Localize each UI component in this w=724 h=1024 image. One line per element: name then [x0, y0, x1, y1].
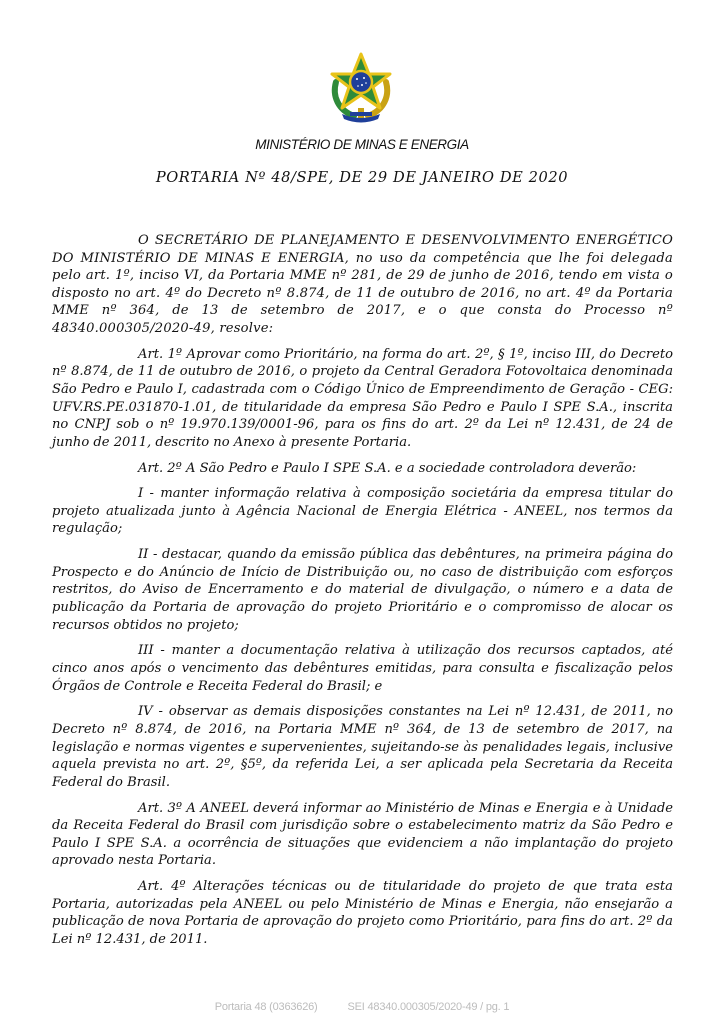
page-footer [0, 1001, 724, 1013]
item-i-paragraph: I - manter informação relativa à composição societária da empresa titular do projeto atualizada junto à Agência Nacional de Energia Elétrica - ANEEL, nos termos da regulação; [52, 486, 673, 537]
document-body [52, 232, 673, 957]
ministry-name: MINISTÉRIO DE MINAS E ENERGIA [255, 137, 469, 152]
article-2-paragraph: Art. 2º A São Pedro e Paulo I SPE S.A. e a sociedade controladora deverão: [138, 460, 637, 476]
article-4-paragraph: Art. 4º Alterações técnicas ou de titularidade do projeto de que trata esta Portaria, autorizadas pela ANEEL ou pelo Ministério de Minas e Energia, não ensejarão a publicação de nova Portaria de aprovação do projeto como Prioritário, para fins do art. 2º da Lei nº 12.431, de 2011. [52, 879, 673, 947]
preamble-paragraph: O SECRETÁRIO DE PLANEJAMENTO E DESENVOLVIMENTO ENERGÉTICO DO MINISTÉRIO DE MINAS E ENERGIA, no uso da competência que lhe foi delegada pelo art. 1º, inciso VI, da Portaria MME nº 281, de 29 de junho de 2016, tendo em vista o disposto no art. 4º do Decreto nº 8.874, de 11 de outubro de 2016, no art. 4º da Portaria MME nº 364, de 13 de setembro de 2017, e o que consta do Processo nº 48340.000305/2020-49, resolve: [52, 233, 673, 336]
brazil-coat-of-arms-icon [324, 52, 398, 124]
item-iii-paragraph: III - manter a documentação relativa à utilização dos recursos captados, até cinco anos após o vencimento das debêntures emitidas, para consulta e fiscalização pelos Órgãos de Controle e Receita Federal do Brasil; e [52, 643, 673, 694]
article-1-paragraph: Art. 1º Aprovar como Prioritário, na forma do art. 2º, § 1º, inciso III, do Decreto nº 8.874, de 11 de outubro de 2016, o projeto da Central Geradora Fotovoltaica denominada São Pedro e Paulo I, cadastrada com o Código Único de Empreendimento de Geração - CEG: UFV.RS.PE.031870-1.01, de titularidade da empresa São Pedro e Paulo I SPE S.A., inscrita no CNPJ sob o nº 19.970.139/0001-96, para os fins do art. 2º da Lei nº 12.431, de 24 de junho de 2011, descrito no Anexo à presente Portaria. [52, 346, 673, 450]
document-title: PORTARIA Nº 48/SPE, DE 29 DE JANEIRO DE 2020 [155, 169, 569, 186]
item-iv-paragraph: IV - observar as demais disposições constantes na Lei nº 12.431, de 2011, no Decreto nº 8.874, de 2016, na Portaria MME nº 364, de 13 de setembro de 2017, na legislação e normas vigentes e supervenientes, sujeitando-se às penalidades legais, inclusive aquela prevista no art. 2º, §5º, da referida Lei, a ser aplicada pela Secretaria da Receita Federal do Brasil. [52, 704, 673, 790]
item-ii-paragraph: II - destacar, quando da emissão pública das debêntures, na primeira página do Prospecto e do Anúncio de Início de Distribuição ou, no caso de distribuição com esforços restritos, do Aviso de Encerramento e do material de divulgação, o número e a data de publicação da Portaria de aprovação do projeto Prioritário e o compromisso de alocar os recursos obtidos no projeto; [52, 547, 673, 633]
footer-sei-ref: SEI 48340.000305/2020-49 / pg. 1 [347, 1001, 510, 1013]
footer-doc-ref: Portaria 48 (0363626) [214, 1001, 318, 1013]
article-3-paragraph: Art. 3º A ANEEL deverá informar ao Ministério de Minas e Energia e à Unidade da Receita Federal do Brasil com jurisdição sobre o estabelecimento matriz da São Pedro e Paulo I SPE S.A. a ocorrência de situações que evidenciem a não implantação do projeto aprovado nesta Portaria. [52, 800, 673, 869]
